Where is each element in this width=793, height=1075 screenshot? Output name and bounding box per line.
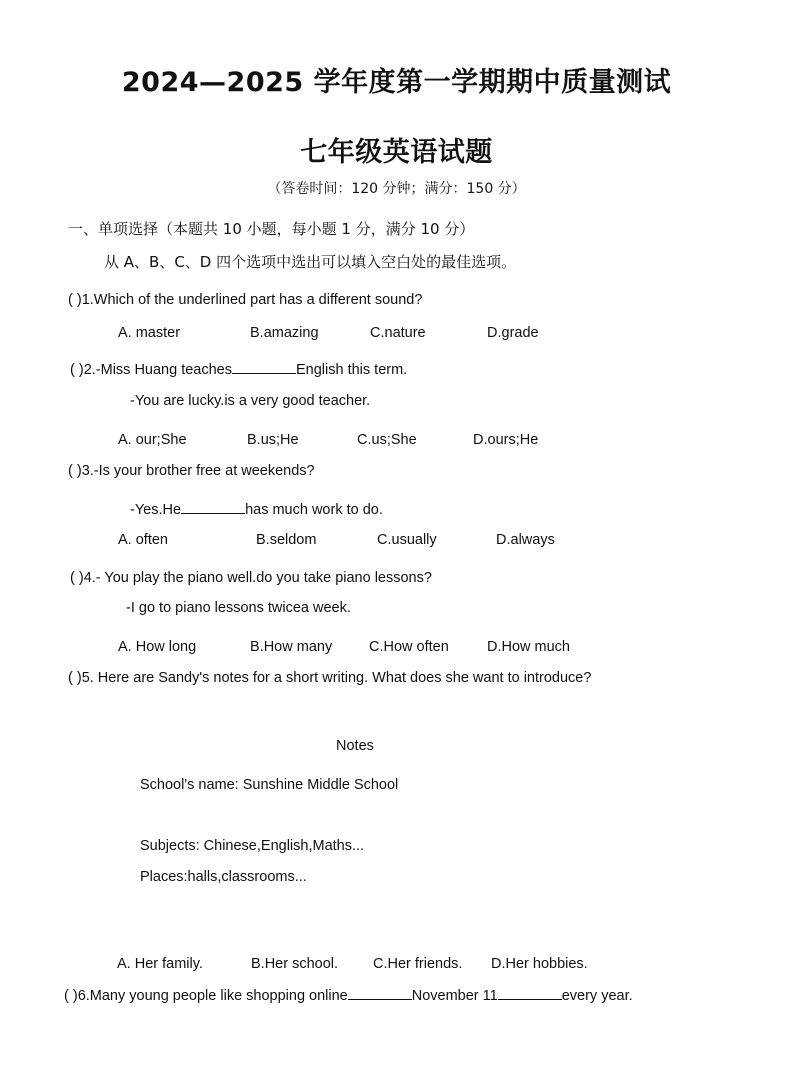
answer-paren: ( ) (64, 988, 78, 1004)
q5-option-c: C.Her friends. (373, 956, 463, 972)
exam-title: 2024—2025 学年度第一学期期中质量测试 (121, 67, 672, 98)
question-text: 2.-Miss Huang teaches (83, 362, 232, 378)
q5-option-a: A. Her family. (117, 956, 203, 972)
q1-option-d: D.grade (487, 325, 539, 341)
question-text: 3.-Is your brother free at weekends? (81, 463, 315, 479)
q4-option-c: C.How often (369, 639, 449, 655)
dialogue-line: -Yes.He (130, 502, 182, 518)
fill-blank (232, 361, 296, 374)
dialogue-line: has much work to do. (245, 502, 383, 518)
exam-subtitle: 七年级英语试题 (300, 137, 493, 168)
question-6 (64, 987, 633, 1004)
q2-option-c: C.us;She (357, 432, 417, 448)
question-text: November 11 (411, 988, 498, 1004)
question-3-line2 (130, 501, 383, 518)
q1-option-b: B.amazing (250, 325, 319, 341)
q3-option-d: D.always (496, 532, 555, 548)
q1-option-c: C.nature (370, 325, 426, 341)
question-4-line2: -I go to piano lessons twicea week. (126, 600, 351, 616)
fill-blank (181, 501, 245, 514)
question-text: English this term. (295, 362, 408, 378)
q3-option-c: C.usually (377, 532, 437, 548)
fill-blank (348, 987, 412, 1000)
answer-paren: ( ) (68, 463, 82, 479)
q4-option-a: A. How long (118, 639, 197, 655)
question-2 (70, 361, 407, 378)
notes-line-places: Places:halls,classrooms... (140, 869, 307, 885)
question-4 (70, 570, 432, 586)
fill-blank (498, 987, 562, 1000)
q4-option-b: B.How many (250, 639, 333, 655)
answer-paren: ( ) (68, 292, 82, 308)
question-text: 6.Many young people like shopping online (77, 988, 348, 1004)
section-instruction: 从 A、B、C、D 四个选项中选出可以填入空白处的最佳选项。 (104, 253, 517, 271)
question-5 (68, 670, 591, 686)
q2-option-b: B.us;He (247, 432, 299, 448)
q2-option-d: D.ours;He (473, 432, 539, 448)
q3-option-b: B.seldom (256, 532, 317, 548)
question-1 (68, 292, 422, 308)
answer-paren: ( ) (68, 670, 82, 686)
question-3 (68, 463, 315, 479)
q1-option-a: A. master (118, 325, 181, 341)
question-text: do you take piano lessons? (256, 570, 432, 586)
notes-line-subjects: Subjects: Chinese,English,Maths... (140, 838, 365, 854)
question-text: 1.Which of the underlined part has a different sound? (81, 292, 423, 308)
answer-paren: ( ) (70, 570, 84, 586)
q2-option-a: A. our;She (118, 432, 187, 448)
question-text: 5. Here are Sandy's notes for a short writing. What does she want to introduce? (81, 670, 592, 686)
q4-option-d: D.How much (487, 639, 570, 655)
notes-line-school: School's name: Sunshine Middle School (140, 777, 399, 793)
question-text: every year. (561, 988, 633, 1004)
dialogue-line: -You are lucky. (130, 393, 225, 409)
q3-option-a: A. often (118, 532, 168, 548)
question-text: 4.- You play the piano well. (83, 570, 257, 586)
section-heading: 一、单项选择（本题共 10 小题，每小题 1 分，满分 10 分） (68, 220, 475, 238)
answer-paren: ( ) (70, 362, 84, 378)
exam-info: （答卷时间：120 分钟；满分：150 分） (267, 181, 526, 197)
notes-title: Notes (336, 738, 374, 754)
q5-option-d: D.Her hobbies. (491, 956, 588, 972)
question-2-line2 (130, 393, 370, 409)
q5-option-b: B.Her school. (251, 956, 339, 972)
dialogue-line: is a very good teacher. (224, 393, 371, 409)
